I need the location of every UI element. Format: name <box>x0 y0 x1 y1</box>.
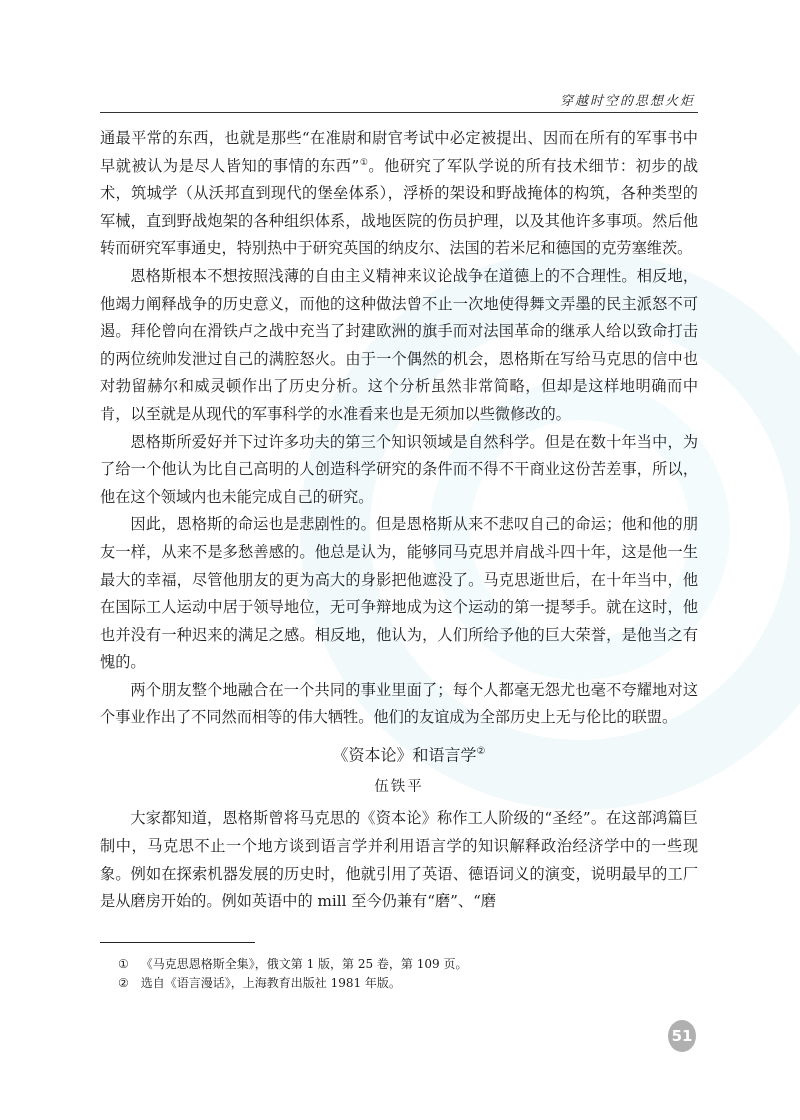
footnote-mark: ② <box>118 976 129 990</box>
paragraph-text: 通最平常的东西，也就是那些“在准尉和尉官考试中必定被提出、因而在所有的军事书中早就被认为是尽人皆知的事情的东西” <box>100 129 698 175</box>
main-text <box>100 125 698 916</box>
paragraph: 因此，恩格斯的命运也是悲剧性的。但是恩格斯从来不悲叹自己的命运；他和他的朋友一样，从来不是多愁善感的。他总是认为，能够同马克思并肩战斗四十年，这是他一生最大的幸福，尽管他朋友的更为高大的身影把他遮没了。马克思逝世后，在十年当中，他在国际工人运动中居于领导地位，无可争辩地成为这个运动的第一提琴手。就在这时，他也并没有一种迟来的满足之感。相反地，他认为，人们所给予他的巨大荣誉，是他当之有愧的。 <box>100 515 698 672</box>
paragraph: 大家都知道，恩格斯曾将马克思的《资本论》称作工人阶级的“圣经”。在这部鸿篇巨制中，马克思不止一个地方谈到语言学并利用语言学的知识解释政治经济学中的一些现象。例如在探索机器发展的历史时，他就引用了英语、德语词义的演变，说明最早的工厂是从磨房开始的。例如英语中的 mill 至今仍兼有“磨”、“磨 <box>100 809 698 911</box>
paragraph: 恩格斯所爱好并下过许多功夫的第三个知识领域是自然科学。但是在数十年当中，为了给一个他认为比自己高明的人创造科学研究的条件而不得不干商业这份苦差事，所以，他在这个领域内也未能完成自己的研究。 <box>100 432 698 506</box>
footnote-item <box>118 974 698 993</box>
section-title <box>100 738 698 769</box>
paragraph: 两个朋友整个地融合在一个共同的事业里面了；每个人都毫无怨尤也毫不夸耀地对这个事业作出了不同然而相等的伟大牺牲。他们的友谊成为全部历史上无与伦比的联盟。 <box>100 680 698 727</box>
footnote-text: 选自《语言漫话》，上海教育出版社 1981 年版。 <box>140 976 401 990</box>
footnote-rule <box>100 942 255 943</box>
paragraph: 恩格斯根本不想按照浅薄的自由主义精神来议论战争在道德上的不合理性。相反地，他竭力阐释战争的历史意义，而他的这种做法曾不止一次地使得舞文弄墨的民主派怒不可遏。拜伦曾向在滑铁卢之战中充当了封建欧洲的旗手而对法国革命的继承人给以致命打击的两位统帅发泄过自己的满腔怒火。由于一个偶然的机会，恩格斯在写给马克思的信中也对勃留赫尔和威灵顿作出了历史分析。这个分析虽然非常简略，但却是这样地明确而中肯，以至就是从现代的军事科学的水准看来也是无须加以些微修改的。 <box>100 266 698 423</box>
footnote-mark: ① <box>118 957 129 971</box>
section-author: 伍铁平 <box>374 779 424 796</box>
section-title-text: 《资本论》和语言学 <box>332 745 477 765</box>
running-header-title: 穿越时空的思想火炬 <box>559 94 695 109</box>
paragraph-text: 。他研究了军队学说的所有技术细节：初步的战术，筑城学（从沃邦直到现代的堡垒体系），浮桥的架设和野战掩体的构筑，各种类型的军械，直到野战炮架的各种组织体系，战地医院的伤员护理，以及其他许多事项。然后他转而研究军事通史，特别热中于研究英国的纳皮尔、法国的若米尼和德国的克劳塞维茨。 <box>100 156 699 258</box>
paragraph <box>100 125 698 263</box>
footnote-text: 《马克思恩格斯全集》，俄文第 1 版，第 25 卷，第 109 页。 <box>140 957 468 971</box>
footnote-ref[interactable]: ① <box>359 157 369 168</box>
header-rule <box>100 112 698 113</box>
footnotes <box>118 955 698 993</box>
footnote-ref[interactable]: ② <box>476 746 486 758</box>
footnote-item <box>118 955 698 974</box>
page-number: 51 <box>668 1020 696 1052</box>
